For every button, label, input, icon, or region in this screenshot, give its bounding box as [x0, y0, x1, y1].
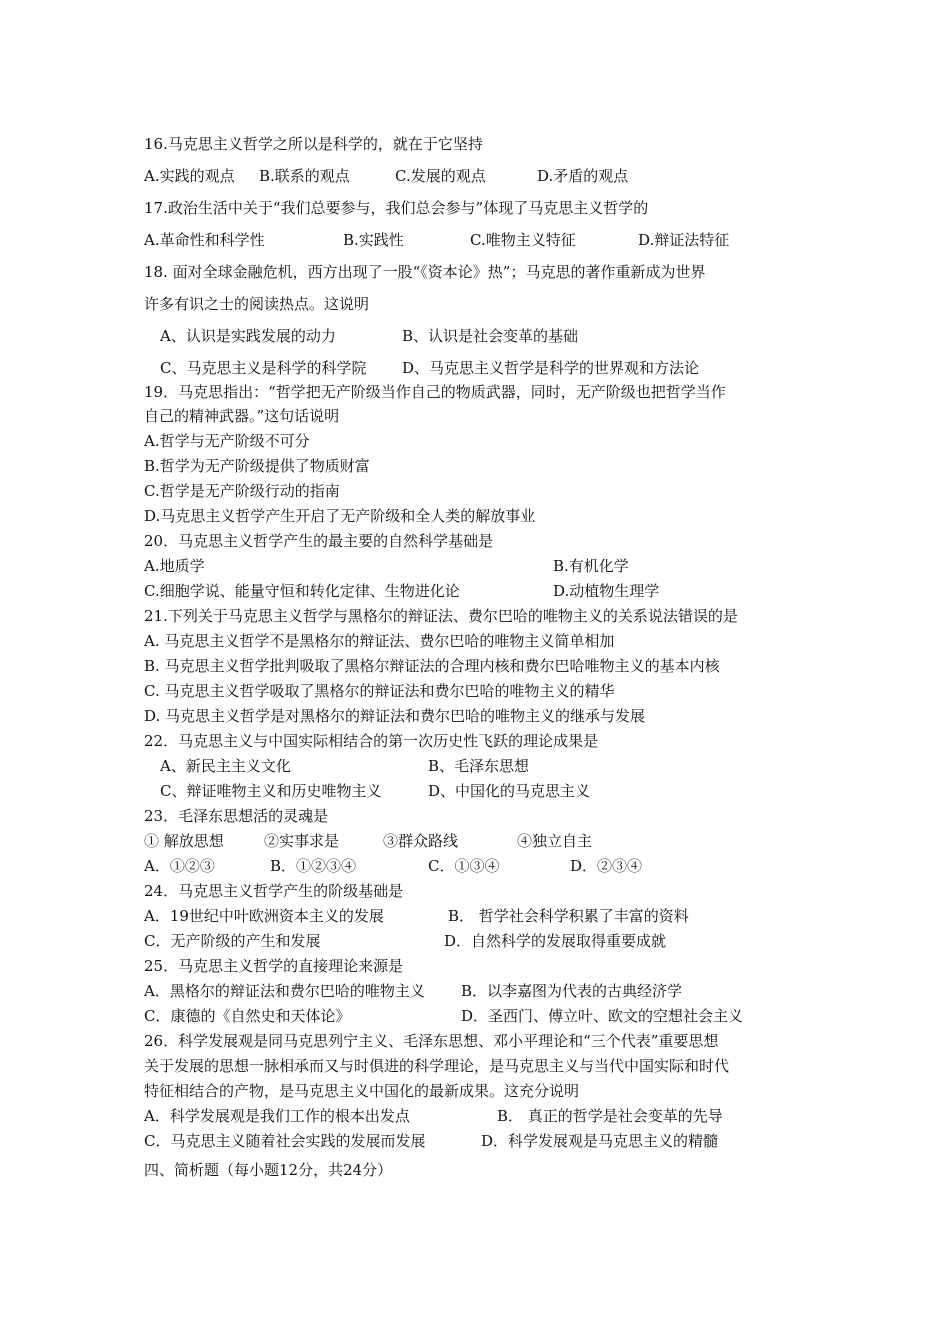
- question-26-stem-line3: 特征相结合的产物，是马克思主义中国化的最新成果。这充分说明: [144, 1082, 580, 1100]
- question-26-stem-line1: 26．科学发展观是同马克思列宁主义、毛泽东思想、邓小平理论和“三个代表”重要思想: [144, 1032, 719, 1050]
- question-19-stem-line2: 自己的精神武器。”这句话说明: [144, 407, 340, 425]
- question-20-option-b: B.有机化学: [553, 557, 629, 575]
- question-18-stem-line1: 18. 面对全球金融危机，西方出现了一股“《资本论》热”；马克思的著作重新成为世界: [144, 263, 706, 281]
- question-23-stem: 23．毛泽东思想活的灵魂是: [144, 807, 329, 825]
- question-24-option-b: B． 哲学社会科学积累了丰富的资料: [448, 907, 689, 925]
- question-21-option-a: A. 马克思主义哲学不是黑格尔的辩证法、费尔巴哈的唯物主义简单相加: [144, 632, 615, 650]
- question-22-option-c: C、辩证唯物主义和历史唯物主义: [160, 782, 382, 800]
- question-26-option-c: C．马克思主义随着社会实践的发展而发展: [144, 1132, 426, 1150]
- question-24-option-d: D．自然科学的发展取得重要成就: [444, 932, 667, 950]
- question-25-option-d: D．圣西门、傅立叶、欧文的空想社会主义: [461, 1007, 744, 1025]
- question-18-stem-line2: 许多有识之士的阅读热点。这说明: [144, 295, 370, 313]
- question-18-option-b: B、认识是社会变革的基础: [402, 327, 579, 345]
- question-23-option-c: C．①③④: [428, 857, 500, 875]
- question-19-option-b: B.哲学为无产阶级提供了物质财富: [144, 457, 370, 475]
- question-18-option-c: C、马克思主义是科学的科学院: [160, 359, 367, 377]
- question-17-option-b: B.实践性: [343, 231, 404, 249]
- question-23-item-3: ③群众路线: [383, 832, 459, 850]
- question-16-stem: 16.马克思主义哲学之所以是科学的，就在于它坚持: [144, 135, 483, 153]
- question-22-option-b: B、毛泽东思想: [428, 757, 530, 775]
- question-17-option-c: C.唯物主义特征: [470, 231, 576, 249]
- question-20-option-c: C.细胞学说、能量守恒和转化定律、生物进化论: [144, 582, 460, 600]
- question-20-stem: 20．马克思主义哲学产生的最主要的自然科学基础是: [144, 532, 494, 550]
- question-18-option-a: A、认识是实践发展的动力: [160, 327, 336, 345]
- question-17-option-d: D.辩证法特征: [638, 231, 730, 249]
- question-20-option-a: A.地质学: [144, 557, 205, 575]
- question-21-option-b: B. 马克思主义哲学批判吸取了黑格尔辩证法的合理内核和费尔巴哈唯物主义的基本内核: [144, 657, 720, 675]
- question-16-option-a: A.实践的观点: [144, 167, 235, 185]
- question-26-option-d: D．科学发展观是马克思主义的精髓: [481, 1132, 719, 1150]
- question-16-option-d: D.矛盾的观点: [537, 167, 629, 185]
- question-17-stem: 17.政治生活中关于“我们总要参与，我们总会参与”体现了马克思主义哲学的: [144, 199, 649, 217]
- question-19-option-c: C.哲学是无产阶级行动的指南: [144, 482, 340, 500]
- question-19-option-a: A.哲学与无产阶级不可分: [144, 432, 310, 450]
- question-26-option-a: A．科学发展观是我们工作的根本出发点: [144, 1107, 410, 1125]
- question-16-option-c: C.发展的观点: [395, 167, 486, 185]
- question-24-stem: 24．马克思主义哲学产生的阶级基础是: [144, 882, 404, 900]
- question-23-item-2: ②实事求是: [264, 832, 340, 850]
- question-23-item-4: ④独立自主: [517, 832, 593, 850]
- question-22-stem: 22．马克思主义与中国实际相结合的第一次历史性飞跃的理论成果是: [144, 732, 599, 750]
- question-23-option-a: A．①②③: [144, 857, 215, 875]
- question-24-option-c: C．无产阶级的产生和发展: [144, 932, 321, 950]
- question-26-option-b: B． 真正的哲学是社会变革的先导: [497, 1107, 723, 1125]
- question-16-option-b: B.联系的观点: [259, 167, 350, 185]
- question-21-option-c: C. 马克思主义哲学吸取了黑格尔的辩证法和费尔巴哈的唯物主义的精华: [144, 682, 615, 700]
- question-25-option-b: B．以李嘉图为代表的古典经济学: [461, 982, 683, 1000]
- question-23-option-b: B．①②③④: [270, 857, 357, 875]
- question-19-option-d: D.马克思主义哲学产生开启了无产阶级和全人类的解放事业: [144, 507, 536, 525]
- question-23-item-1: ① 解放思想: [144, 832, 224, 850]
- question-25-stem: 25．马克思主义哲学的直接理论来源是: [144, 957, 404, 975]
- question-20-option-d: D.动植物生理学: [553, 582, 660, 600]
- question-26-stem-line2: 关于发展的思想一脉相承而又与时俱进的科学理论，是马克思主义与当代中国实际和时代: [144, 1057, 730, 1075]
- question-25-option-a: A．黑格尔的辩证法和费尔巴哈的唯物主义: [144, 982, 425, 1000]
- question-22-option-a: A、新民主主义文化: [160, 757, 291, 775]
- question-18-option-d: D、马克思主义哲学是科学的世界观和方法论: [402, 359, 700, 377]
- question-21-stem: 21.下列关于马克思主义哲学与黑格尔的辩证法、费尔巴哈的唯物主义的关系说法错误的是: [144, 607, 738, 625]
- question-21-option-d: D. 马克思主义哲学是对黑格尔的辩证法和费尔巴哈的唯物主义的继承与发展: [144, 707, 646, 725]
- question-25-option-c: C．康德的《自然史和天体论》: [144, 1007, 351, 1025]
- question-24-option-a: A．19世纪中叶欧洲资本主义的发展: [144, 907, 384, 925]
- question-23-option-d: D．②③④: [570, 857, 643, 875]
- section-4-heading: 四、简析题（每小题12分，共24分）: [144, 1161, 393, 1179]
- question-19-stem-line1: 19．马克思指出：“哲学把无产阶级当作自己的物质武器，同时，无产阶级也把哲学当作: [144, 383, 726, 401]
- question-22-option-d: D、中国化的马克思主义: [428, 782, 591, 800]
- question-17-option-a: A.革命性和科学性: [144, 231, 265, 249]
